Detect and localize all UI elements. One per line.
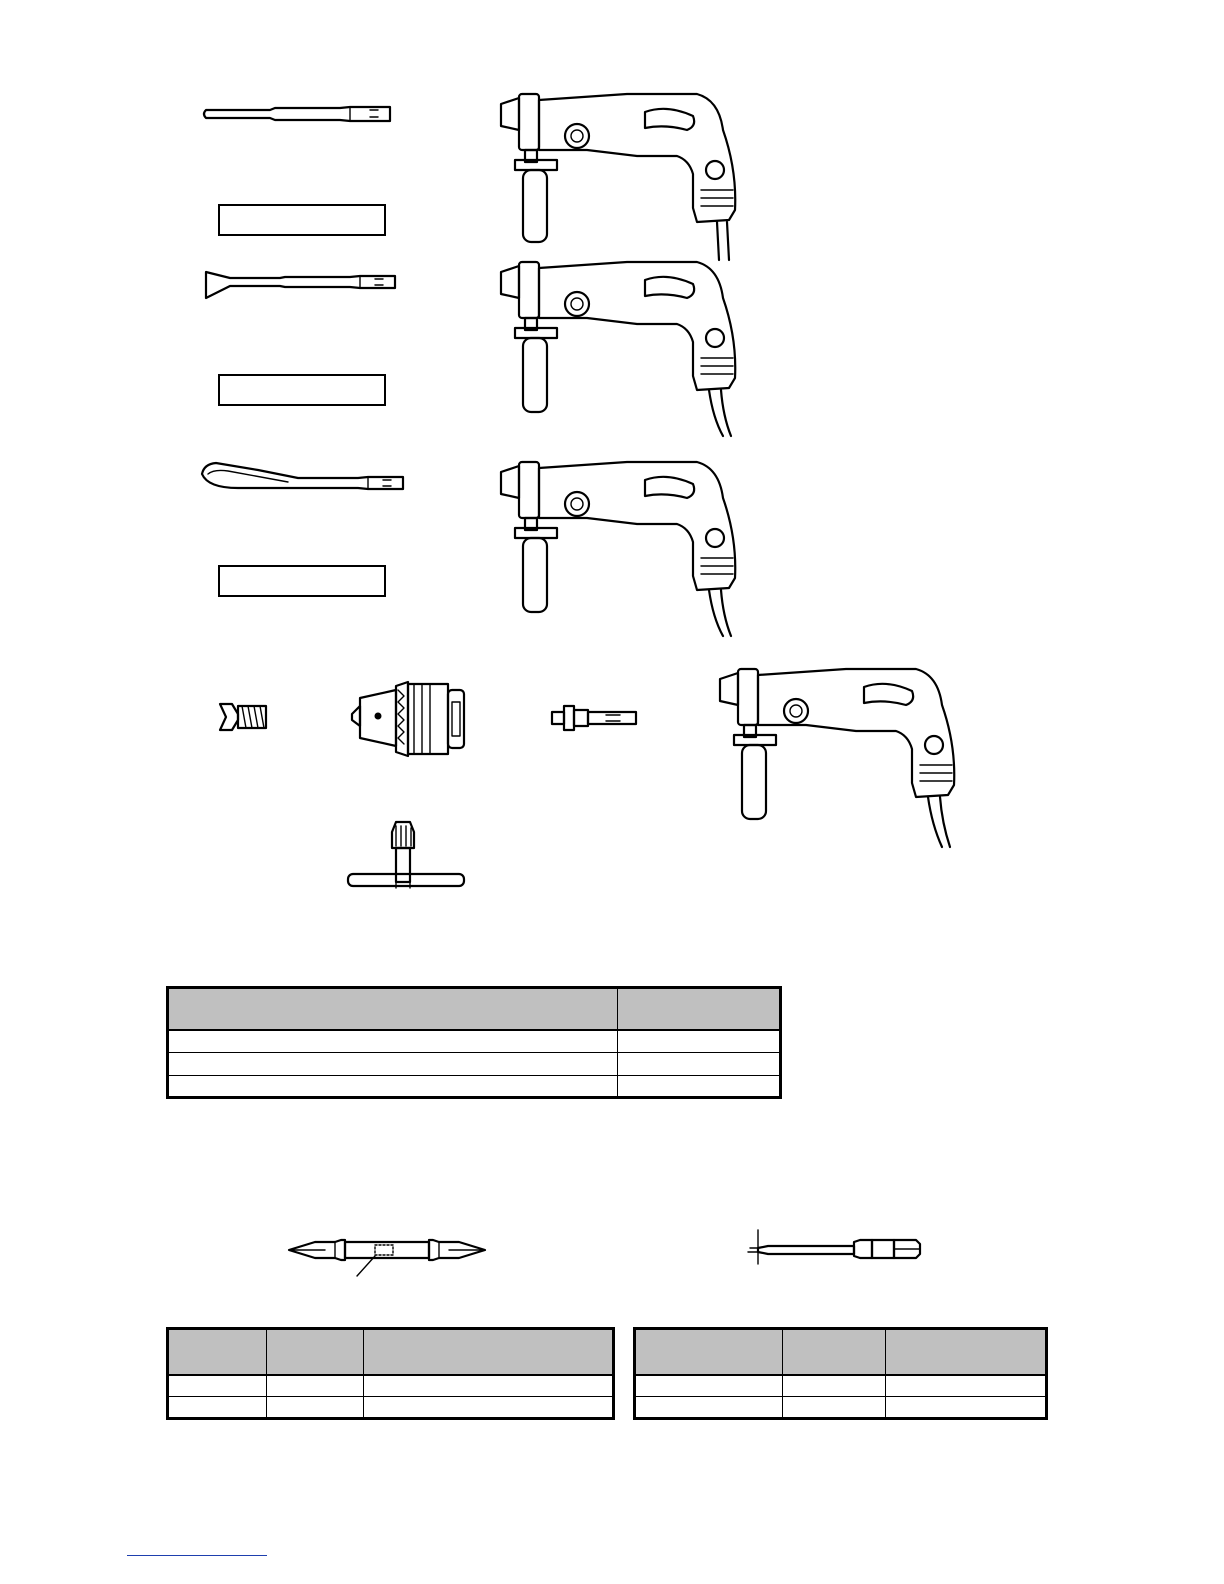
table-cell (168, 1075, 618, 1097)
flat-bit-table (633, 1327, 1048, 1420)
table-header (618, 988, 781, 1031)
table-cell (635, 1375, 783, 1397)
table-cell (267, 1397, 364, 1419)
table-header (168, 988, 618, 1031)
table-cell (364, 1375, 614, 1397)
footer-divider (127, 1555, 267, 1556)
table-row (635, 1397, 1047, 1419)
chisel-label-3 (218, 565, 386, 597)
table-cell (783, 1375, 886, 1397)
phillips-double-bit-icon (285, 1236, 489, 1280)
table-header (635, 1329, 783, 1375)
table-header (886, 1329, 1047, 1375)
chuck-key-icon (344, 818, 468, 894)
table-cell (364, 1397, 614, 1419)
table-cell (168, 1397, 267, 1419)
table-header (168, 1329, 267, 1375)
chisel-label-2 (218, 374, 386, 406)
table-row (168, 1075, 781, 1097)
table-row (168, 1397, 614, 1419)
table-cell (635, 1397, 783, 1419)
table-header (267, 1329, 364, 1375)
hammer-drill-icon (497, 258, 742, 440)
table-cell (267, 1375, 364, 1397)
hammer-drill-icon (497, 458, 742, 640)
table-cell (886, 1397, 1047, 1419)
hammer-drill-icon (497, 90, 742, 262)
flat-screwdriver-bit-icon (744, 1228, 924, 1266)
table-cell (886, 1375, 1047, 1397)
table-header (783, 1329, 886, 1375)
table-cell (783, 1397, 886, 1419)
pointed-chisel-icon (200, 102, 395, 128)
gouge-chisel-icon (198, 458, 410, 494)
table-cell (618, 1030, 781, 1052)
table-header (364, 1329, 614, 1375)
table-cell (618, 1053, 781, 1075)
flat-chisel-icon (200, 268, 400, 302)
accessory-table (166, 986, 782, 1099)
table-cell (168, 1375, 267, 1397)
chuck-adapter-screw-icon (218, 700, 270, 734)
hammer-drill-icon (716, 665, 961, 850)
chisel-label-1 (218, 204, 386, 236)
table-cell (168, 1053, 618, 1075)
table-row (635, 1375, 1047, 1397)
drill-chuck-icon (348, 680, 470, 760)
table-row (168, 1375, 614, 1397)
phillips-bit-table (166, 1327, 615, 1420)
table-row (168, 1030, 781, 1052)
table-cell (168, 1030, 618, 1052)
sds-adapter-icon (548, 702, 640, 734)
table-row (168, 1053, 781, 1075)
table-cell (618, 1075, 781, 1097)
